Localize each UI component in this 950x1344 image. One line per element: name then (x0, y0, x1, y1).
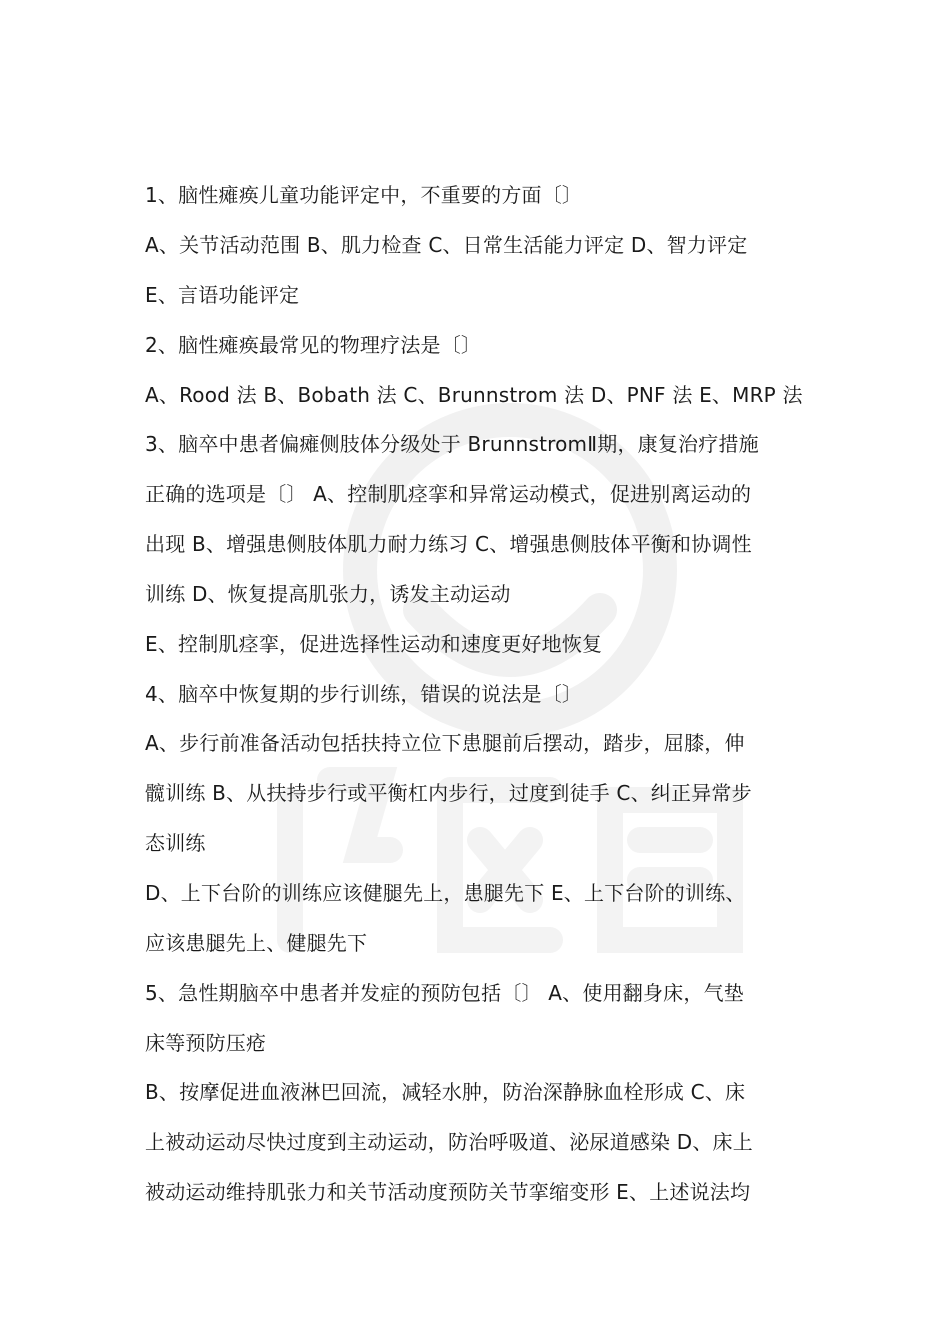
question-1-options: A、关节活动范围 B、肌力检查 C、日常生活能力评定 D、智力评定 (145, 233, 748, 257)
question-4-options: 髋训练 B、从扶持步行或平衡杠内步行，过度到徒手 C、纠正异常步 (145, 781, 752, 805)
question-4-options: 态训练 (145, 831, 206, 855)
question-1-options: E、言语功能评定 (145, 283, 300, 307)
question-4-stem: 4、脑卒中恢复期的步行训练，错误的说法是〔〕 (145, 682, 583, 706)
question-5-options: 上被动运动尽快过度到主动运动，防治呼吸道、泌尿道感染 D、床上 (145, 1130, 753, 1154)
question-2-options: A、Rood 法 B、Bobath 法 C、Brunnstrom 法 D、PNF 法 E、MRP 法 (145, 383, 803, 407)
question-3-stem: 正确的选项是〔〕 A、控制肌痉挛和异常运动模式，促进别离运动的 (145, 482, 752, 506)
question-3-options: E、控制肌痉挛，促进选择性运动和速度更好地恢复 (145, 632, 603, 656)
question-5-stem: 5、急性期脑卒中患者并发症的预防包括〔〕 A、使用翻身床，气垫 (145, 981, 744, 1005)
question-4-options: 应该患腿先上、健腿先下 (145, 931, 368, 955)
question-3-options: 出现 B、增强患侧肢体肌力耐力练习 C、增强患侧肢体平衡和协调性 (145, 532, 752, 556)
question-5-options: 床等预防压疮 (145, 1031, 267, 1055)
question-4-options: A、步行前准备活动包括扶持立位下患腿前后摆动，踏步，屈膝，伸 (145, 731, 745, 755)
question-5-options: 被动运动维持肌张力和关节活动度预防关节挛缩变形 E、上述说法均 (145, 1180, 751, 1204)
question-2-stem: 2、脑性瘫痪最常见的物理疗法是〔〕 (145, 333, 482, 357)
question-3-stem: 3、脑卒中患者偏瘫侧肢体分级处于 BrunnstromⅡ期，康复治疗措施 (145, 432, 759, 456)
question-3-options: 训练 D、恢复提高肌张力，诱发主动运动 (145, 582, 511, 606)
question-1-stem: 1、脑性瘫痪儿童功能评定中，不重要的方面〔〕 (145, 183, 583, 207)
question-5-options: B、按摩促进血液淋巴回流，减轻水肿，防治深静脉血栓形成 C、床 (145, 1080, 746, 1104)
question-4-options: D、上下台阶的训练应该健腿先上，患腿先下 E、上下台阶的训练、 (145, 881, 746, 905)
